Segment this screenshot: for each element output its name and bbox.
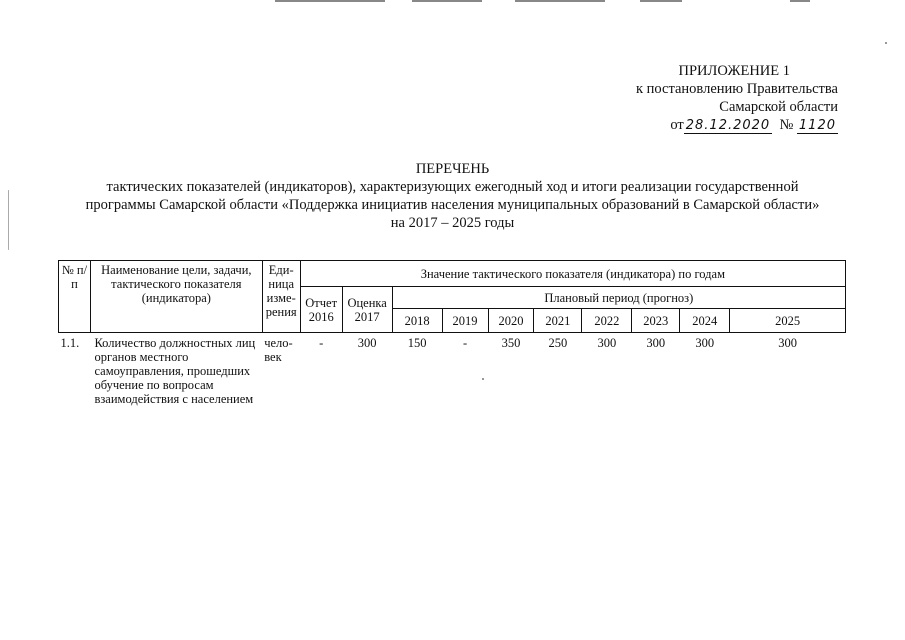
document-heading: ПЕРЕЧЕНЬ (415, 161, 490, 177)
row-number: 1.1. (60, 336, 80, 350)
row-plan-value: - (462, 336, 468, 350)
header-name: Наименование цели, задачи, тактического показателя (индикатора) (90, 261, 262, 333)
scan-artifact-line (640, 0, 682, 2)
header-year: 2020 (488, 309, 534, 333)
row-plan-value: 300 (597, 336, 617, 350)
document-title (0, 160, 905, 232)
header-year: 2025 (730, 309, 846, 333)
scan-artifact-line (515, 0, 605, 2)
row-report-2016: - (319, 336, 324, 350)
header-year: 2018 (392, 309, 442, 333)
indicators-table (58, 260, 846, 409)
row-plan-value: 300 (778, 336, 797, 350)
date-prefix: от (670, 117, 684, 133)
header-year: 2024 (680, 309, 730, 333)
row-estimate-2017: 300 (357, 336, 377, 350)
number-prefix: № (779, 117, 794, 133)
row-plan-value: 300 (646, 336, 666, 350)
header-values-group: Значение тактического показателя (индикатора) по годам (300, 261, 845, 287)
row-plan-value: 150 (407, 336, 427, 350)
document-title-line-3: на 2017 – 2025 годы (390, 215, 515, 231)
document-title-line-1: тактических показателей (индикаторов), характеризующих ежегодный ход и итоги реализации государственной (106, 179, 799, 195)
handwritten-number: 1120 (798, 118, 836, 133)
scan-speck (885, 42, 887, 44)
header-report-2016: Отчет 2016 (300, 287, 342, 333)
row-plan-value: 350 (501, 336, 521, 350)
scan-artifact-line (412, 0, 482, 2)
header-year: 2023 (632, 309, 680, 333)
header-unit: Еди-ница изме-рения (262, 261, 300, 333)
appendix-date-line (670, 116, 838, 135)
scan-artifact-line (275, 0, 385, 2)
row-unit: чело-век (264, 336, 293, 364)
header-year: 2021 (534, 309, 582, 333)
header-number: № п/п (59, 261, 91, 333)
row-name: Количество должностных лиц органов местного самоуправления, прошедших обучение по вопросам взаимодействия с населением (94, 336, 256, 406)
row-plan-value: 250 (548, 336, 568, 350)
appendix-line-2: Самарской области (719, 99, 838, 115)
appendix-title: ПРИЛОЖЕНИЕ 1 (678, 63, 790, 79)
header-estimate-2017: Оценка 2017 (342, 287, 392, 333)
scan-artifact-line (790, 0, 810, 2)
header-plan-group: Плановый период (прогноз) (392, 287, 845, 309)
handwritten-date: 28.12.2020 (685, 118, 771, 133)
table-row (59, 333, 846, 410)
header-year: 2022 (582, 309, 632, 333)
appendix-header (578, 62, 838, 135)
row-plan-value: 300 (695, 336, 715, 350)
document-title-line-2: программы Самарской области «Поддержка инициатив населения муниципальных образований в Самарской области» (85, 197, 820, 213)
appendix-line-1: к постановлению Правительства (636, 81, 838, 97)
header-year: 2019 (442, 309, 488, 333)
